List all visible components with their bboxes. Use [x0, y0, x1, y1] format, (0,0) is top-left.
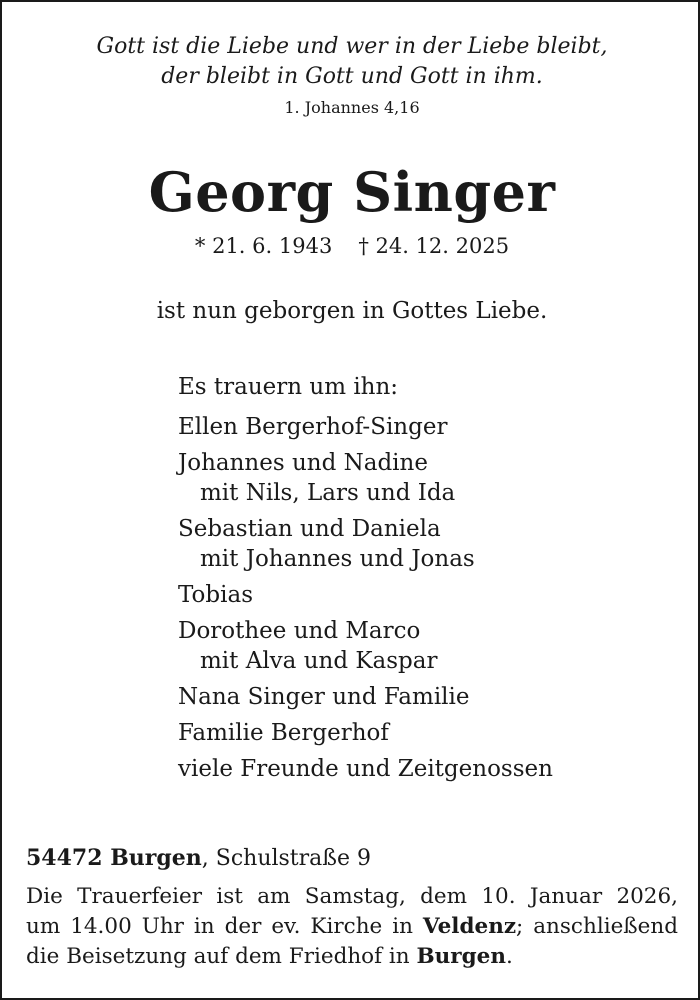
birth-date: * 21. 6. 1943 [194, 234, 333, 258]
mourner-sub: mit Johannes und Jonas [200, 546, 475, 572]
ceremony-line [26, 912, 678, 942]
ceremony-text: die Beisetzung auf dem Friedhof in [26, 944, 417, 969]
mourner-sub: mit Nils, Lars und Ida [200, 480, 456, 506]
street: , Schulstraße 9 [201, 846, 371, 871]
mourner-main: Dorothee und Marco [178, 618, 421, 644]
deceased-name: Georg Singer [148, 160, 556, 224]
mourner-main: Sebastian und Daniela [178, 516, 441, 542]
verse-line: Gott ist die Liebe und wer in der Liebe bleibt, [96, 34, 608, 59]
death-date: † 24. 12. 2025 [358, 234, 510, 258]
mourner-main: Familie Bergerhof [178, 720, 389, 746]
mourner-main: Nana Singer und Familie [178, 684, 470, 710]
church-location: Veldenz [422, 914, 517, 939]
mourner-entry [178, 754, 553, 784]
mourner-entry [178, 448, 553, 508]
verse-line: der bleibt in Gott und Gott in ihm. [161, 64, 543, 89]
mourners-intro: Es trauern um ihn: [178, 374, 399, 400]
ceremony-text: ; anschließend [516, 914, 678, 939]
ceremony-text: um 14.00 Uhr in der ev. Kirche in [26, 914, 423, 939]
mourner-entry [178, 580, 553, 610]
mourner-main: viele Freunde und Zeitgenossen [178, 756, 553, 782]
cemetery-location: Burgen [416, 944, 506, 969]
verse-reference: 1. Johannes 4,16 [284, 98, 420, 117]
mourner-entry [178, 718, 553, 748]
ceremony-text: . [505, 944, 513, 969]
ceremony-line [26, 942, 678, 972]
bible-verse [2, 32, 700, 92]
mourner-entry [178, 616, 553, 676]
mourner-entry [178, 682, 553, 712]
mourner-main: Ellen Bergerhof-Singer [178, 414, 448, 440]
memorial-phrase: ist nun geborgen in Gottes Liebe. [156, 298, 548, 324]
mourner-entry [178, 514, 553, 574]
mourner-sub: mit Alva und Kaspar [200, 648, 438, 674]
life-dates [2, 234, 700, 258]
mourner-main: Tobias [178, 582, 253, 608]
ceremony-line: Die Trauerfeier ist am Samstag, dem 10. Januar 2026, [26, 884, 678, 909]
family-address [26, 845, 371, 871]
mourner-main: Johannes und Nadine [178, 450, 428, 476]
mourner-entry [178, 412, 553, 442]
mourners-list [178, 372, 553, 790]
ceremony-info [26, 882, 678, 972]
postal-city: 54472 Burgen [26, 845, 202, 871]
